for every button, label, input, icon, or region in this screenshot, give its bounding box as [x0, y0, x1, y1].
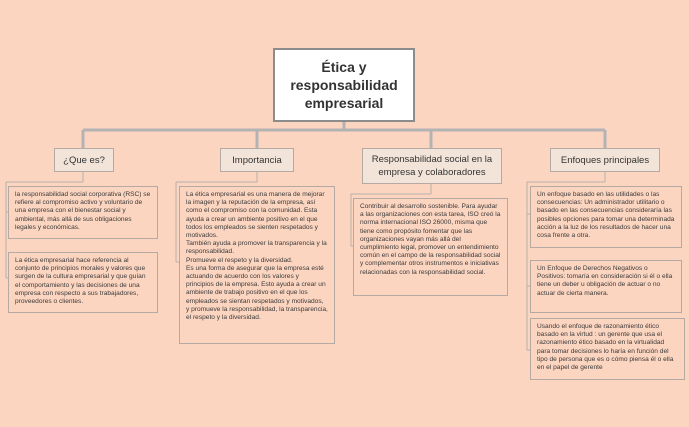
importancia-note[interactable]: La ética empresarial es una manera de mejorar la imagen y la reputación de la empresa, así como el compromiso con la comunidad. Esta ayuda a crear un ambiente positivo en el que todos los empleados se sienten respetados y motivados. También ayuda a promover la transparencia y la responsabilidad. Promueve el respeto y la diversidad. Es una forma de asegurar que la empresa esté actuando de acuerdo con los valores y principios de la empresa. Esto ayuda a crear un ambiente de trabajo positivo en el que los empleados se sientan respetados y motivados, y promueve la responsabilidad, la transparencia, el respeto y la diversidad.	[179, 186, 335, 344]
responsabilidad-note[interactable]: Contribuir al desarrollo sostenible. Para ayudar a las organizaciones con esta tarea, ISO creó la norma internacional ISO 26000, misma que tiene como propósito fomentar que las organizaciones vayan más allá del cumplimiento legal, promover un entendimiento común en el campo de la responsabilidad social y complementar otros instrumentos e iniciativas relacionadas con la responsabilidad social.	[353, 198, 508, 296]
topic-enfoques-principales[interactable]: Enfoques principales	[550, 148, 660, 172]
enfoques-note-derechos[interactable]: Un Enfoque de Derechos Negativos o Positivos: tomaría en consideración si él o ella tiene un deber u obligación de actuar o no actuar de cierta manera.	[530, 260, 682, 313]
central-topic[interactable]: Ética y responsabilidad empresarial	[273, 48, 415, 122]
que-es-note-etica[interactable]: La ética empresarial hace referencia al conjunto de principios morales y valores que surgen de la cultura empresarial y que guían el comportamiento y las decisiones de una empresa con respecto a sus trabajadores, proveedores o clientes.	[8, 252, 158, 313]
topic-importancia[interactable]: Importancia	[220, 148, 294, 172]
enfoques-note-virtud[interactable]: Usando el enfoque de razonamiento ético basado en la virtud : un gerente que usa el razonamiento ético basado en la virtualidad para tomar decisiones lo haría en función del tipo de persona que es o cómo piensa él o ella en el papel de gerente	[530, 318, 685, 380]
enfoques-note-utilidades[interactable]: Un enfoque basado en las utilidades o las consecuencias: Un administrador utilitario o basado en las consecuencias consideraría las posibles opciones para tomar una determinada acción a la luz de los resultados de hacer una cosa frente a otra.	[530, 186, 682, 248]
topic-que-es[interactable]: ¿Que es?	[54, 148, 114, 172]
que-es-note-rsc[interactable]: la responsabilidad social corporativa (RSC) se refiere al compromiso activo y voluntario de una empresa con el bienestar social y ambiental, más allá de sus obligaciones legales y económicas.	[8, 186, 158, 239]
topic-responsabilidad-social[interactable]: Responsabilidad social en la empresa y colaboradores	[362, 148, 502, 184]
